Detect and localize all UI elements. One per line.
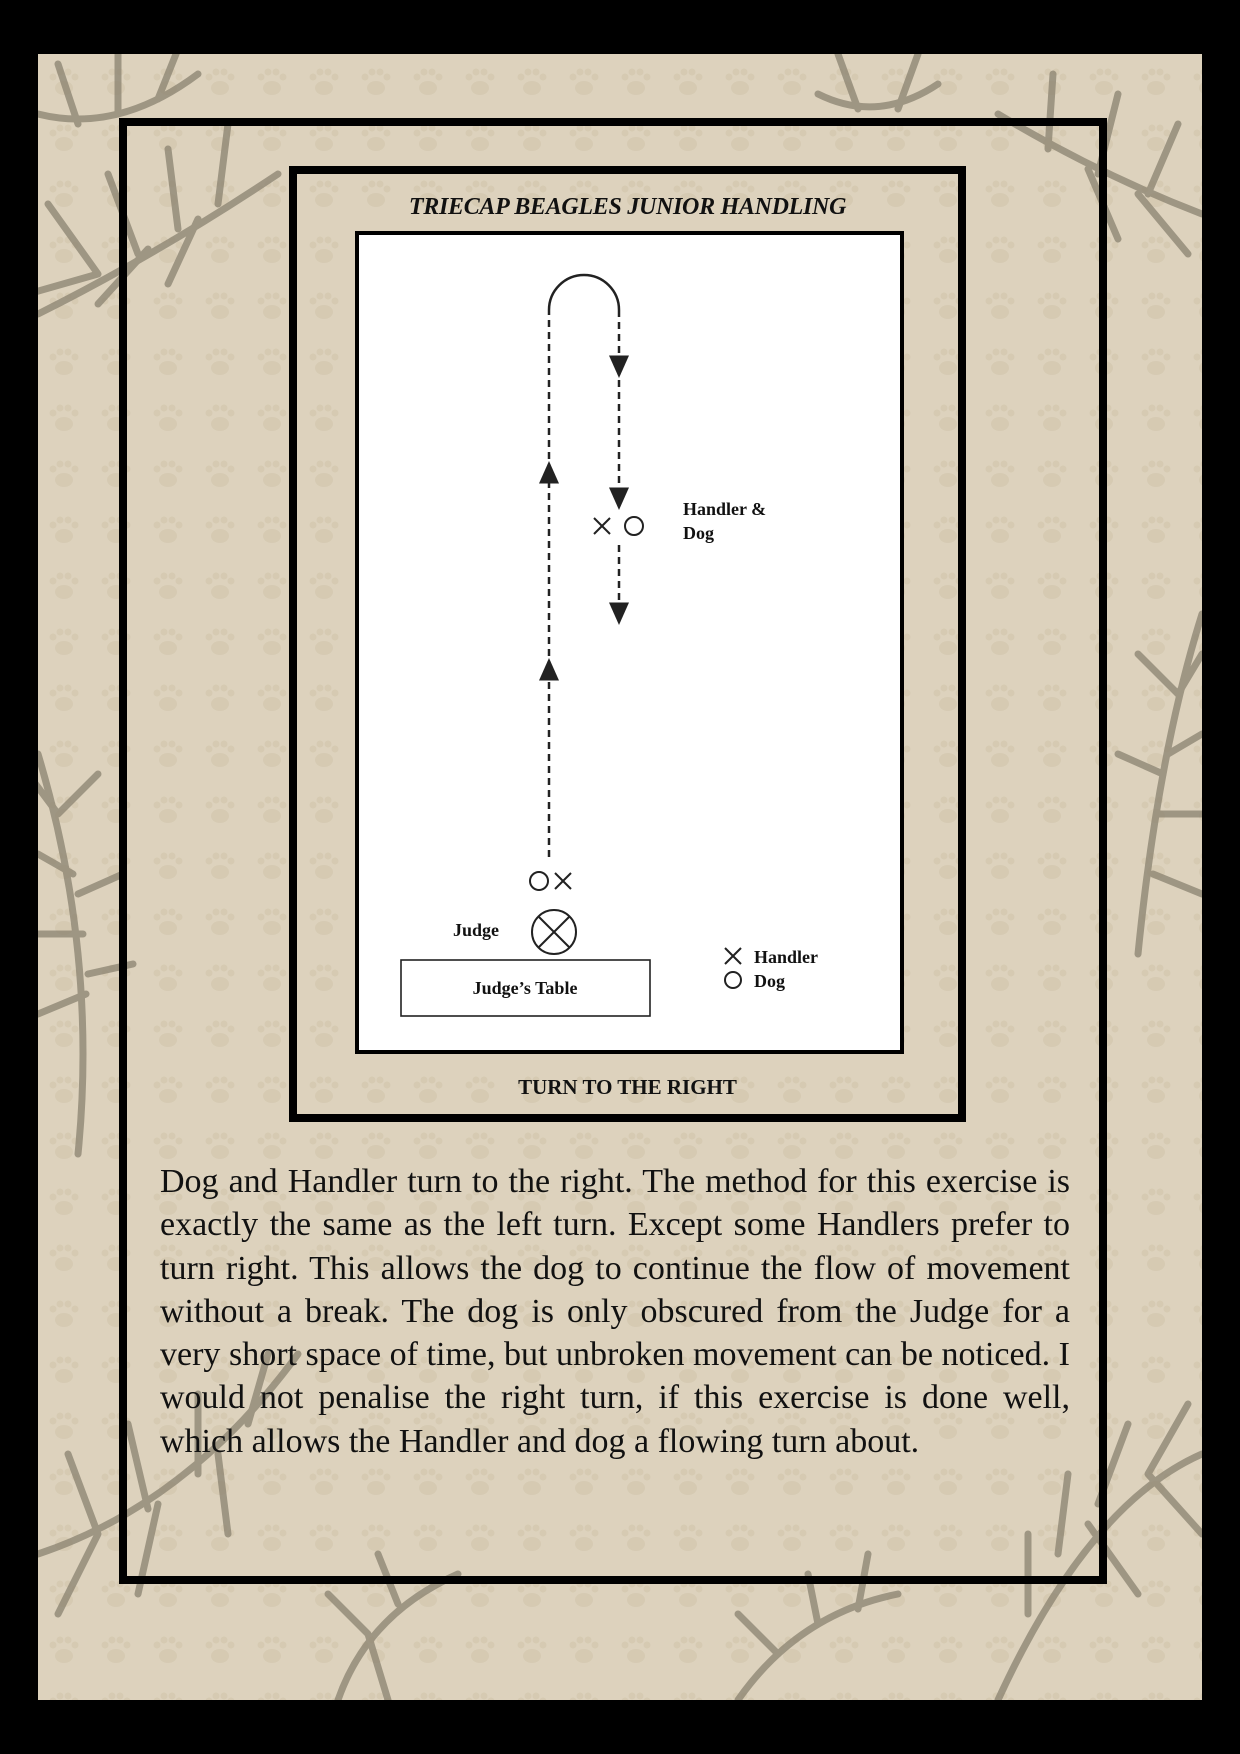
start-handler-cross-icon — [555, 873, 571, 889]
handler-cross-icon — [594, 518, 610, 534]
diagram-caption: TURN TO THE RIGHT — [518, 1075, 737, 1099]
start-dog-circle-icon — [530, 872, 548, 890]
handling-pattern-diagram — [359, 235, 900, 1050]
legend-handler-label: Handler — [754, 947, 819, 967]
diagram-title: TRIECAP BEAGLES JUNIOR HANDLING — [408, 194, 847, 220]
legend-dog-label: Dog — [754, 971, 785, 991]
judges-table-label: Judge’s Table — [472, 978, 578, 998]
handler-and-dog-label-line2: Dog — [683, 523, 714, 543]
judge-label: Judge — [453, 920, 500, 940]
legend-handler-cross-icon — [725, 948, 741, 964]
handler-and-dog-label-line1: Handler & — [683, 499, 767, 519]
judge-icon — [532, 910, 576, 954]
turn-arc — [549, 275, 619, 310]
exercise-description: Dog and Handler turn to the right. The method for this exercise is exactly the same as the left turn. Except some Handlers prefer to turn right. This allows the dog to continue the flow of movement without a break. The dog is only obscured from the Judge for a very short space of time, but unbroken movement can be noticed. I would not penalise the right turn, if this exercise is done well, which allows the Handler and dog a flowing turn about. — [160, 1163, 1070, 1460]
dog-circle-icon — [625, 517, 643, 535]
legend-dog-circle-icon — [725, 972, 741, 988]
diagram-panel — [355, 231, 904, 1054]
page-background — [38, 54, 1202, 1700]
